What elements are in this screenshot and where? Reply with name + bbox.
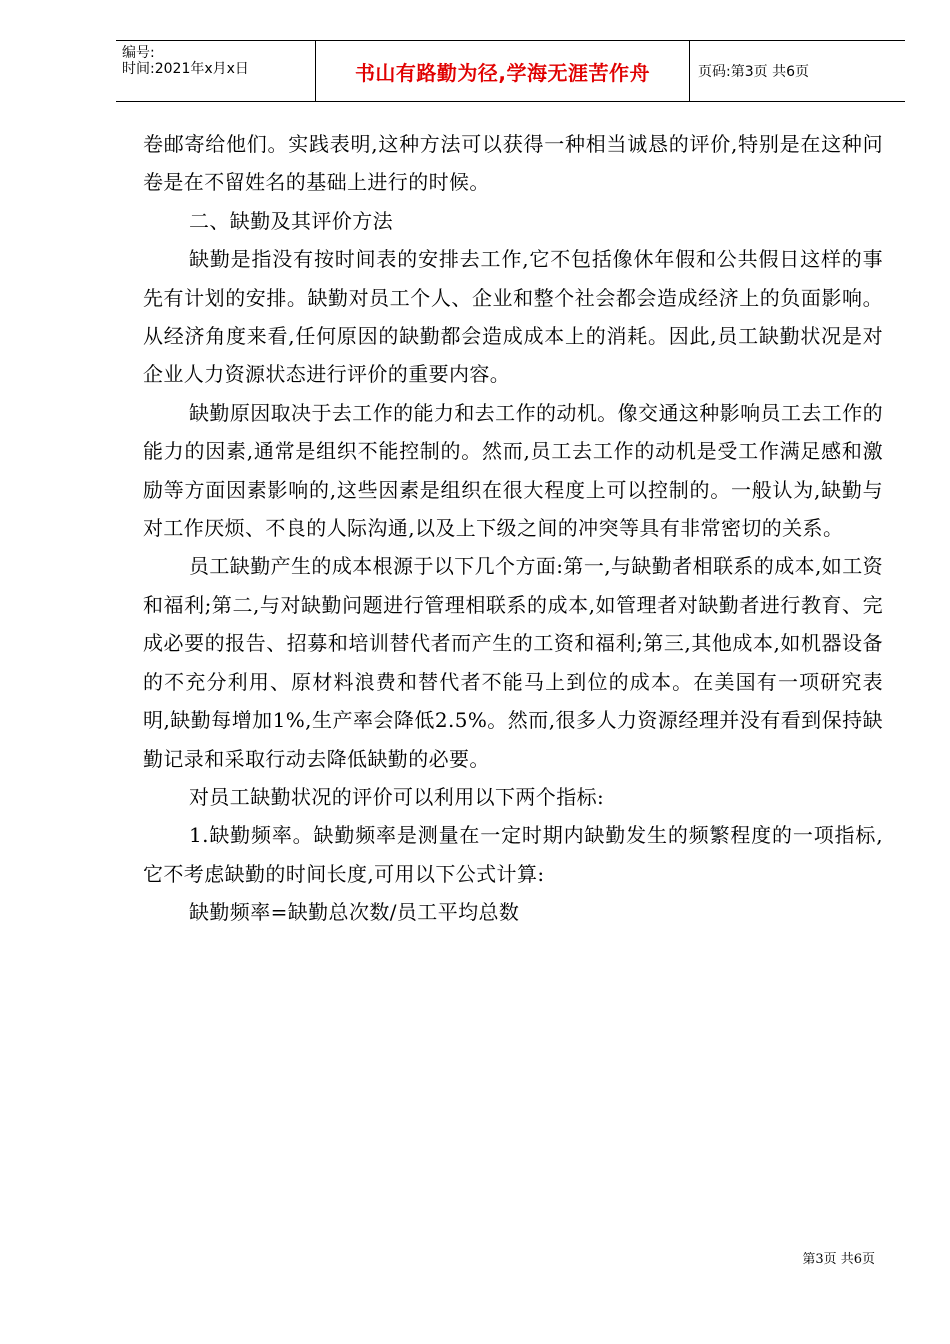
header-meta-cell	[116, 41, 316, 101]
header-motto: 书山有路勤为径,学海无涯苦作舟	[316, 41, 690, 101]
paragraph: 缺勤原因取决于去工作的能力和去工作的动机。像交通这种影响员工去工作的能力的因素,通常是组织不能控制的。然而,员工去工作的动机是受工作满足感和激励等方面因素影响的,这些因素是组织在很大程度上可以控制的。一般认为,缺勤与对工作厌烦、不良的人际沟通,以及上下级之间的冲突等具有非常密切的关系。	[143, 400, 883, 541]
section-heading: 二、缺勤及其评价方法	[189, 208, 393, 233]
date-label: 时间:2021年x月x日	[122, 61, 249, 77]
document-body	[143, 125, 883, 932]
page-header	[116, 40, 905, 102]
header-page-label: 页码:第3页 共6页	[698, 64, 809, 80]
paragraph: 1.缺勤频率。缺勤频率是测量在一定时期内缺勤发生的频繁程度的一项指标,它不考虑缺勤的时间长度,可用以下公式计算:	[143, 823, 883, 886]
paragraph: 卷邮寄给他们。实践表明,这种方法可以获得一种相当诚恳的评价,特别是在这种问卷是在不留姓名的基础上进行的时候。	[143, 132, 883, 195]
formula: 缺勤频率=缺勤总次数/员工平均总数	[189, 900, 520, 925]
page-footer-number: 第3页 共6页	[802, 1252, 875, 1267]
paragraph: 员工缺勤产生的成本根源于以下几个方面:第一,与缺勤者相联系的成本,如工资和福利;第二,与对缺勤问题进行管理相联系的成本,如管理者对缺勤者进行教育、完成必要的报告、招募和培训替代者而产生的工资和福利;第三,其他成本,如机器设备的不充分利用、原材料浪费和替代者不能马上到位的成本。在美国有一项研究表明,缺勤每增加1%,生产率会降低2.5%。然而,很多人力资源经理并没有看到保持缺勤记录和采取行动去降低缺勤的必要。	[143, 554, 883, 771]
paragraph: 对员工缺勤状况的评价可以利用以下两个指标:	[189, 784, 605, 809]
paragraph: 缺勤是指没有按时间表的安排去工作,它不包括像休年假和公共假日这样的事先有计划的安排。缺勤对员工个人、企业和整个社会都会造成经济上的负面影响。从经济角度来看,任何原因的缺勤都会造成成本上的消耗。因此,员工缺勤状况是对企业人力资源状态进行评价的重要内容。	[143, 247, 883, 387]
serial-number-label: 编号:	[122, 45, 155, 61]
